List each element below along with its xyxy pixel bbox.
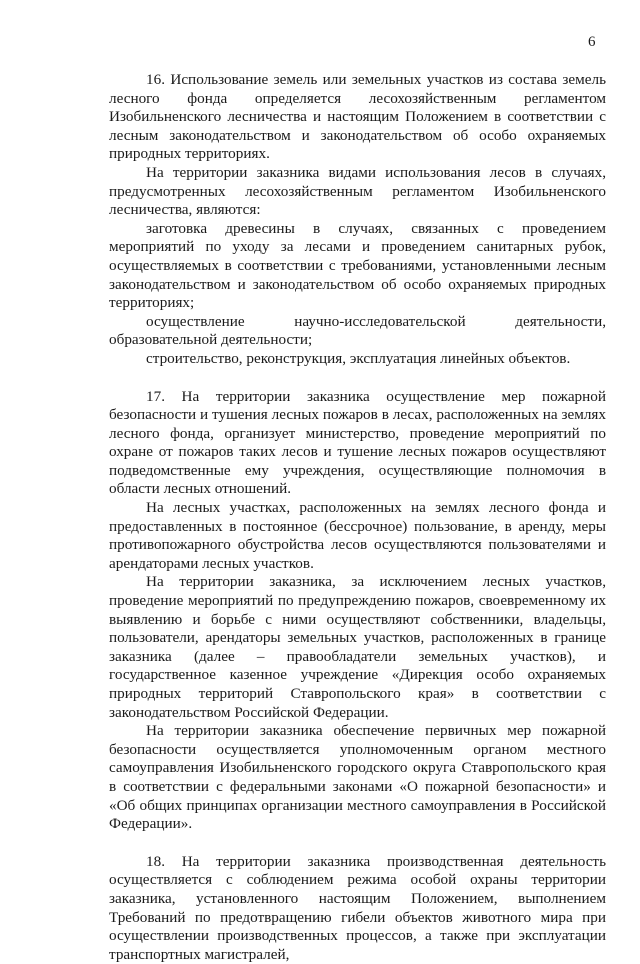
paragraph-primary-fire-safety: На территории заказника обеспечение первичных мер пожарной безопасности осуществляется уполномоченным органом местного самоуправления Изобильненского городского округа Ставропольского края в соответствии с федеральными законами «О пожарной безопасности» и «Об общих принципах организации местного самоуправления в Российской Федерации». [109,722,606,833]
paragraph-fire-prevention: На территории заказника, за исключением лесных участков, проведение мероприятий по предупреждению пожаров, своевременному их выявлению и борьбе с ними осуществляют собственники, владельцы, пользователи, арендаторы земельных участков, расположенных в границе заказника (далее – правообладатели земельных участков), и государственное казенное учреждение «Дирекция особо охраняемых природных территорий Ставропольского края» в соответствии с законодательством Российской Федерации. [109,573,606,721]
paragraph-forest-use-types: На территории заказника видами использования лесов в случаях, предусмотренных лесохозяйственным регламентом Изобильненского лесничества, являются: [109,163,606,219]
page-number: 6 [588,34,596,50]
document-body [109,71,606,964]
paragraph-17: 17. На территории заказника осуществление мер пожарной безопасности и тушения лесных пожаров в лесах, расположенных на землях лесного фонда, организует министерство, проведение мероприятий по охране от пожаров таких лесов и тушение лесных пожаров осуществляют подведомственные ему учреждения, осуществляющие полномочия в области лесных отношений. [109,387,606,498]
paragraph-16: 16. Использование земель или земельных участков из состава земель лесного фонда определяется лесохозяйственным регламентом Изобильненского лесничества и настоящим Положением в соответствии с лесным законодательством и законодательством об особо охраняемых природных территориях. [109,71,606,163]
paragraph-timber-harvesting: заготовка древесины в случаях, связанных с проведением мероприятий по уходу за лесами и проведением санитарных рубок, осуществляемых в соответствии с требованиями, установленными лесным законодательством и законодательством об особо охраняемых природных территориях; [109,219,606,312]
paragraph-fire-arrangement: На лесных участках, расположенных на землях лесного фонда и предоставленных в постоянное (бессрочное) пользование, в аренду, меры противопожарного обустройства лесов осуществляются пользователями и арендаторами лесных участков. [109,499,606,572]
paragraph-18: 18. На территории заказника производственная деятельность осуществляется с соблюдением режима особой охраны территории заказника, установленного настоящим Положением, выполнением Требований по предотвращению гибели объектов животного мира при осуществлении производственных процессов, а также при эксплуатации транспортных магистралей, [109,852,606,963]
paragraph-linear-objects: строительство, реконструкция, эксплуатация линейных объектов. [146,349,571,367]
paragraph-research-activity: осуществление научно-исследовательской деятельности, образовательной деятельности; [109,312,606,349]
